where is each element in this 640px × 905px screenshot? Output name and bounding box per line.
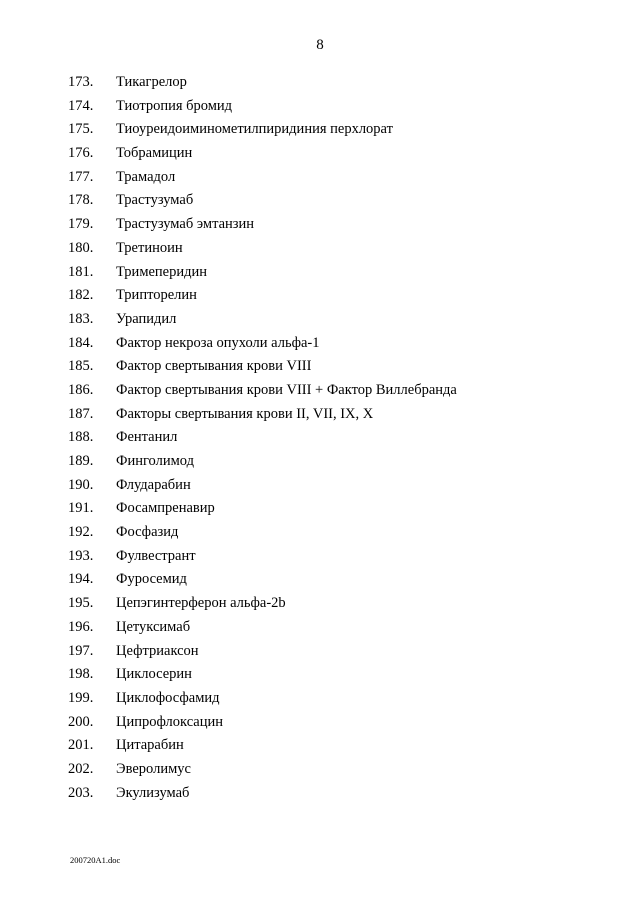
item-name: Тикагрелор xyxy=(116,74,187,90)
item-number: 186. xyxy=(68,381,94,398)
list-item xyxy=(0,521,640,545)
item-number: 181. xyxy=(68,263,94,280)
item-name: Флударабин xyxy=(116,476,191,493)
item-number: 201. xyxy=(68,737,94,754)
item-number: 189. xyxy=(68,453,94,469)
list-item xyxy=(0,118,640,142)
item-name: Урапидил xyxy=(116,310,177,327)
item-number: 202. xyxy=(68,760,94,777)
item-number: 194. xyxy=(68,571,94,588)
item-number: 195. xyxy=(68,595,94,612)
item-number: 177. xyxy=(68,168,94,185)
item-name: Фактор свертывания крови VIII + Фактор Виллебранда xyxy=(116,381,457,398)
item-number: 188. xyxy=(68,429,94,446)
list-item xyxy=(0,497,640,521)
list-item xyxy=(0,474,640,498)
item-number: 190. xyxy=(68,476,94,493)
item-name: Фактор свертывания крови VIII xyxy=(116,358,312,375)
list-item xyxy=(0,379,640,403)
list-item xyxy=(0,166,640,190)
item-number: 197. xyxy=(68,642,94,659)
item-name: Цетуксимаб xyxy=(116,618,191,635)
item-name: Фактор некроза опухоли альфа-1 xyxy=(116,334,320,351)
list-item xyxy=(0,355,640,379)
list-item xyxy=(0,213,640,237)
list-item xyxy=(0,545,640,569)
item-number: 191. xyxy=(68,500,94,517)
list-item xyxy=(0,189,640,213)
item-name: Циклофосфамид xyxy=(116,689,220,706)
list-item xyxy=(0,308,640,332)
list-item xyxy=(0,426,640,450)
item-name: Ципрофлоксацин xyxy=(116,713,224,730)
item-number: 182. xyxy=(68,287,94,304)
item-number: 198. xyxy=(68,666,94,683)
item-number: 200. xyxy=(68,713,94,730)
item-name: Тиотропия бромид xyxy=(116,97,233,114)
document-filename: 200720A1.doc xyxy=(70,855,121,865)
item-name: Фосфазид xyxy=(116,524,179,541)
page-number: 8 xyxy=(316,37,324,53)
item-name: Тиоуреидоиминометилпиридиния перхлорат xyxy=(116,121,393,138)
item-name: Финголимод xyxy=(116,453,195,469)
item-number: 179. xyxy=(68,216,94,233)
item-number: 180. xyxy=(68,239,94,256)
list-item xyxy=(0,734,640,758)
item-name: Цефтриаксон xyxy=(116,642,199,659)
item-name: Эверолимус xyxy=(116,760,191,777)
drug-list xyxy=(0,71,640,805)
item-number: 193. xyxy=(68,547,94,564)
item-number: 175. xyxy=(68,121,94,138)
item-number: 185. xyxy=(68,358,94,375)
list-item xyxy=(0,568,640,592)
list-item xyxy=(0,142,640,166)
item-number: 183. xyxy=(68,310,94,327)
list-item xyxy=(0,450,640,474)
list-item xyxy=(0,616,640,640)
item-name: Фентанил xyxy=(116,429,178,446)
item-number: 187. xyxy=(68,405,94,422)
list-item xyxy=(0,261,640,285)
item-name: Цепэгинтерферон альфа-2b xyxy=(116,595,286,612)
list-item xyxy=(0,782,640,806)
item-name: Фулвестрант xyxy=(116,547,196,564)
item-name: Фуросемид xyxy=(116,571,187,588)
list-item xyxy=(0,758,640,782)
item-name: Тобрамицин xyxy=(116,145,193,162)
item-number: 192. xyxy=(68,524,94,541)
item-name: Циклосерин xyxy=(116,666,192,683)
item-number: 176. xyxy=(68,145,94,162)
item-name: Экулизумаб xyxy=(116,784,190,801)
item-name: Фосампренавир xyxy=(116,500,215,517)
item-name: Факторы свертывания крови II, VII, IX, X xyxy=(116,405,374,422)
list-item xyxy=(0,284,640,308)
item-number: 178. xyxy=(68,192,94,209)
item-number: 173. xyxy=(68,74,94,90)
item-number: 199. xyxy=(68,689,94,706)
item-name: Трипторелин xyxy=(116,287,197,304)
item-number: 184. xyxy=(68,334,94,351)
item-number: 196. xyxy=(68,618,94,635)
item-name: Цитарабин xyxy=(116,737,184,754)
item-name: Тримеперидин xyxy=(116,263,208,280)
list-item xyxy=(0,332,640,356)
list-item xyxy=(0,403,640,427)
list-item xyxy=(0,237,640,261)
list-item xyxy=(0,711,640,735)
item-number: 174. xyxy=(68,97,94,114)
item-number: 203. xyxy=(68,784,94,801)
item-name: Третиноин xyxy=(116,239,183,256)
list-item xyxy=(0,663,640,687)
item-name: Трастузумаб xyxy=(116,192,194,209)
item-name: Трамадол xyxy=(116,168,176,185)
item-name: Трастузумаб эмтанзин xyxy=(116,216,255,233)
list-item xyxy=(0,71,640,95)
list-item xyxy=(0,592,640,616)
list-item xyxy=(0,687,640,711)
list-item xyxy=(0,95,640,119)
list-item xyxy=(0,640,640,664)
